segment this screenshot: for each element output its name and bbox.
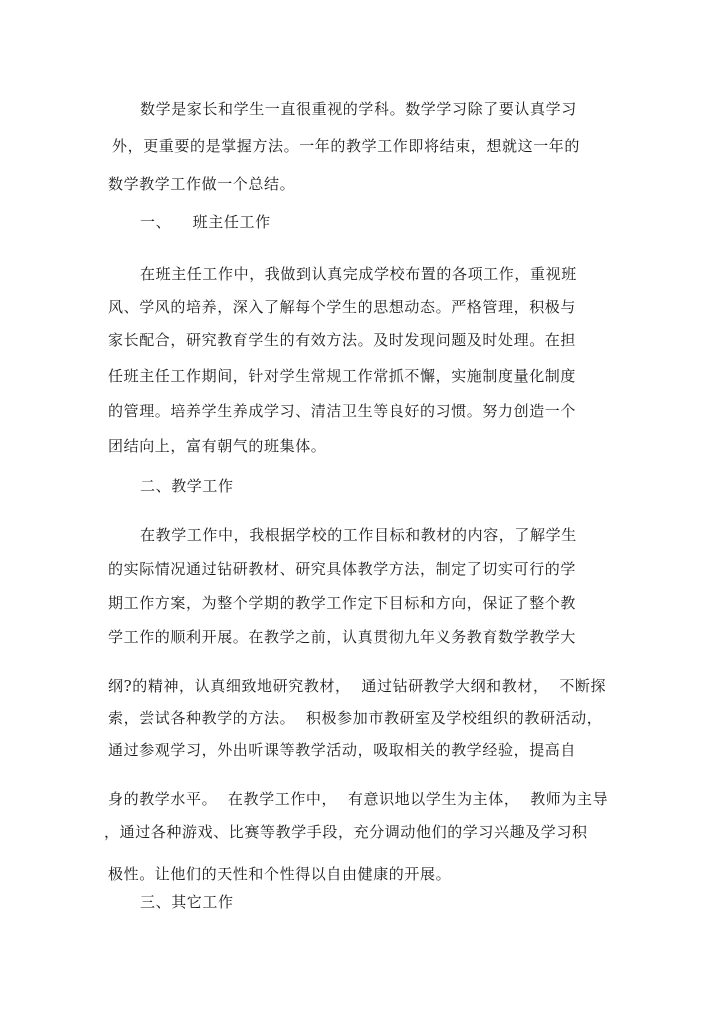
section2-line-4: 学工作的顺利开展。在教学之前，认真贯彻九年义务教育数学教学大 <box>108 628 577 646</box>
section1-line-5: 的管理。培养学生养成学习、清洁卫生等良好的习惯。努力创造一个 <box>108 402 577 420</box>
section-heading-3: 三、其它工作 <box>140 893 234 911</box>
intro-line-1: 数学是家长和学生一直很重视的学科。数学学习除了要认真学习 <box>140 100 577 118</box>
section2-line-8: 身的教学水平。 在教学工作中， 有意识地以学生为主体， 教师为主导 <box>108 790 609 808</box>
intro-line-3: 数学教学工作做一个总结。 <box>108 175 296 193</box>
intro-line-2: 外，更重要的是掌握方法。一年的教学工作即将结束，想就这一年的 <box>112 137 581 155</box>
section2-line-10: 极性。让他们的天性和个性得以自由健康的开展。 <box>108 865 452 883</box>
section1-line-3: 家长配合，研究教育学生的有效方法。及时发现问题及时处理。在担 <box>108 331 577 349</box>
section2-line-1: 在教学工作中，我根据学校的工作目标和教材的内容，了解学生 <box>140 526 577 544</box>
section2-line-3: 期工作方案，为整个学期的教学工作定下目标和方向，保证了整个教 <box>108 594 577 612</box>
section-heading-2: 二、教学工作 <box>140 477 234 495</box>
section1-line-1: 在班主任工作中，我做到认真完成学校布置的各项工作，重视班 <box>140 265 577 283</box>
section2-line-5: 纲?的精神，认真细致地研究教材， 通过钻研教学大纲和教材， 不断探 <box>108 677 607 695</box>
section2-line-9: ，通过各种游戏、比赛等教学手段，充分调动他们的学习兴趣及学习积 <box>104 823 588 841</box>
section2-line-7: 通过参观学习，外出听课等教学活动，吸取相关的教学经验，提高自 <box>108 741 577 759</box>
section2-line-6: 索，尝试各种教学的方法。 积极参加市教研室及学校组织的教研活动， <box>108 709 603 727</box>
section1-line-4: 任班主任工作期间，针对学生常规工作常抓不懈，实施制度量化制度 <box>108 367 577 385</box>
section1-line-6: 团结向上，富有朝气的班集体。 <box>108 437 327 455</box>
section-heading-1: 一、 班主任工作 <box>140 213 271 231</box>
section2-line-2: 的实际情况通过钻研教材、研究具体教学方法，制定了切实可行的学 <box>108 560 577 578</box>
section1-line-2: 风、学风的培养，深入了解每个学生的思想动态。严格管理，积极与 <box>108 298 577 316</box>
